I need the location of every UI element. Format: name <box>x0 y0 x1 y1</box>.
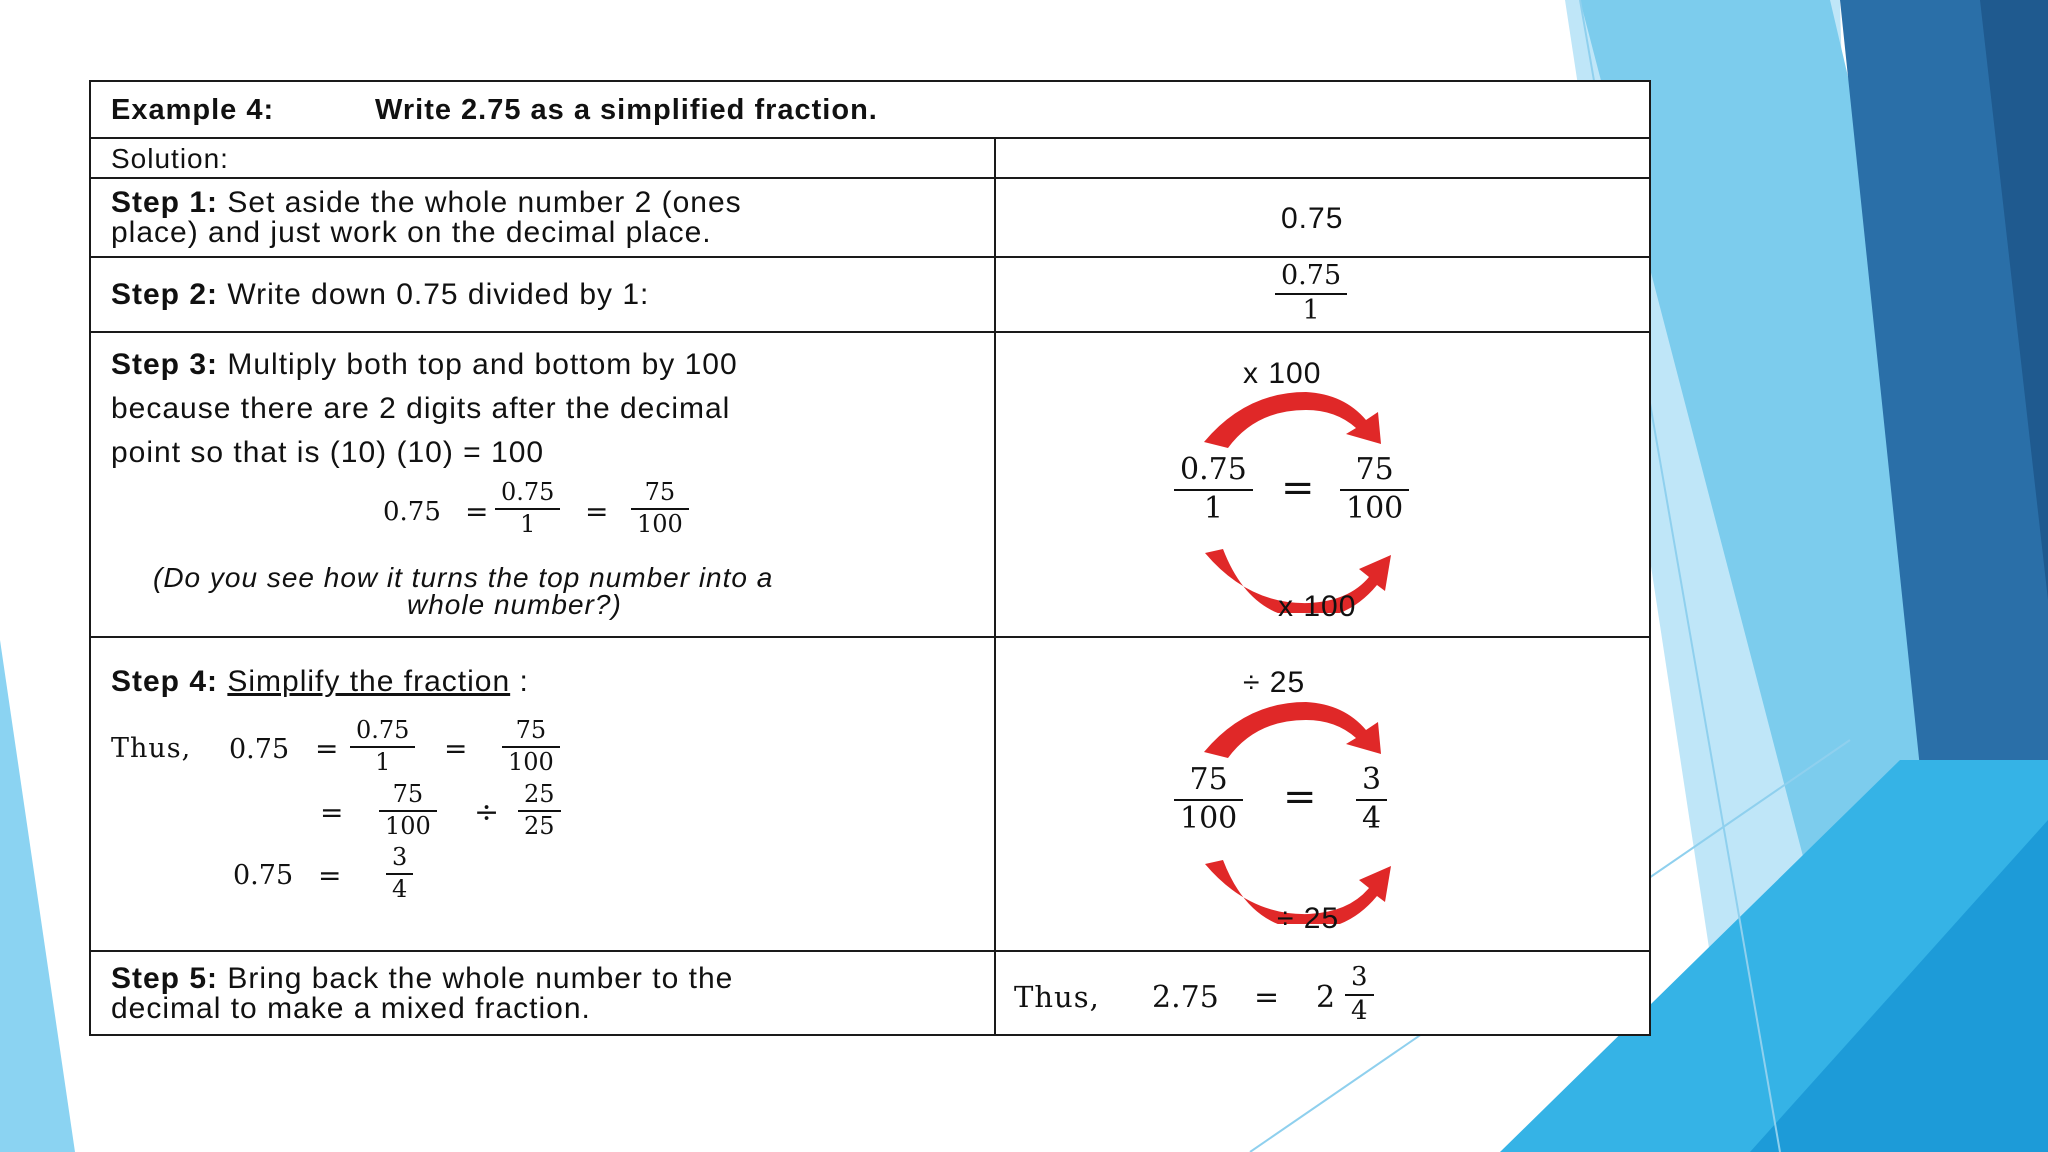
step4-title: Simplify the fraction <box>227 665 511 698</box>
fraction-numerator: 75 <box>515 716 547 744</box>
solution-label: Solution: <box>111 143 229 174</box>
step4-right-fraction-b <box>1356 764 1387 834</box>
step3-arrow-top-label: x 100 <box>1243 357 1322 390</box>
step3-note-line1: (Do you see how it turns the top number into a <box>153 562 774 593</box>
step1-line1: Set aside the whole number 2 (ones <box>227 186 742 219</box>
step4-thus <box>111 734 191 764</box>
step2-line: Write down 0.75 divided by 1: <box>227 278 650 311</box>
row-divider <box>91 256 1649 258</box>
step3-note-line2: whole number?) <box>407 589 622 620</box>
step4-fraction-e <box>386 845 413 902</box>
step4-heading <box>111 667 529 697</box>
step4-divide: ÷ <box>474 795 500 830</box>
step4-fraction-a <box>350 718 415 775</box>
curved-arrow-top-icon <box>1196 692 1396 762</box>
step4-fraction-c <box>379 782 437 839</box>
step4-equals: = <box>318 859 342 892</box>
step2-fraction <box>1275 262 1347 326</box>
fraction-denominator: 1 <box>1203 490 1223 526</box>
step4-line3-lhs: 0.75 <box>233 860 294 891</box>
fraction-denominator: 1 <box>375 748 391 777</box>
row-divider <box>91 137 1649 139</box>
fraction-denominator: 4 <box>1351 996 1368 1027</box>
step2-text <box>111 280 649 310</box>
step1-line2: place) and just work on the decimal place. <box>111 216 712 249</box>
step4-right-equals: = <box>1283 774 1317 820</box>
step3-line2: because there are 2 digits after the decimal <box>111 392 731 425</box>
fraction-numerator: 3 <box>392 843 408 871</box>
step4-fraction-d <box>518 782 561 839</box>
step3-equals: = <box>585 495 609 528</box>
step4-equals: = <box>320 796 344 829</box>
example-task: Write 2.75 as a simplified fraction. <box>375 94 878 126</box>
fraction-denominator: 1 <box>1302 295 1320 327</box>
example-label: Example 4: <box>111 94 275 126</box>
column-divider <box>994 137 996 1036</box>
fraction-numerator: 75 <box>392 780 424 808</box>
step4-line1-lhs: 0.75 <box>229 734 290 765</box>
step5-text <box>111 964 733 994</box>
step4-fraction-b <box>502 718 560 775</box>
step5-thus: Thus, <box>1014 980 1100 1014</box>
row-divider <box>91 636 1649 638</box>
fraction-denominator: 100 <box>385 812 431 841</box>
fraction-denominator: 100 <box>637 510 683 539</box>
step5-whole: 2 <box>1316 980 1336 1015</box>
step5-label: Step 5: <box>111 962 219 995</box>
fraction-numerator: 75 <box>1189 762 1228 797</box>
fraction-denominator: 1 <box>520 510 536 539</box>
fraction-denominator: 4 <box>392 875 408 904</box>
fraction-denominator: 4 <box>1362 800 1382 836</box>
fraction-numerator: 0.75 <box>501 478 555 506</box>
step4-label: Step 4: <box>111 665 219 698</box>
fraction-numerator: 0.75 <box>1281 260 1342 291</box>
step5-line1: Bring back the whole number to the <box>227 962 734 995</box>
step4-right-fraction-a <box>1174 764 1243 834</box>
fraction-numerator: 25 <box>524 780 555 808</box>
row-divider <box>91 950 1649 952</box>
fraction-denominator: 100 <box>1180 800 1238 836</box>
row-divider <box>91 177 1649 179</box>
fraction-denominator: 100 <box>508 748 554 777</box>
step3-fraction-a <box>495 480 560 537</box>
step3-right-equals: = <box>1281 465 1315 511</box>
step4-thus-label: Thus, <box>111 733 192 764</box>
step5-value: 2.75 <box>1152 980 1219 1015</box>
step1-text <box>111 188 742 218</box>
step3-equals: = <box>465 495 489 528</box>
fraction-numerator: 75 <box>1355 452 1394 487</box>
curved-arrow-top-icon <box>1196 382 1396 452</box>
solution-table <box>89 80 1651 1036</box>
step4-equals: = <box>444 732 468 765</box>
fraction-numerator: 3 <box>1351 962 1368 992</box>
step1-result: 0.75 <box>1281 202 1344 235</box>
step4-arrow-top-label: ÷ 25 <box>1243 666 1306 699</box>
left-accent-shape <box>0 640 75 1152</box>
step3-line1: Multiply both top and bottom by 100 <box>227 348 738 381</box>
step4-arrow-bottom-label: ÷ 25 <box>1277 902 1340 935</box>
step3-eq-lhs: 0.75 <box>383 497 441 527</box>
step3-right-fraction-a <box>1174 454 1253 524</box>
fraction-denominator: 25 <box>524 812 555 841</box>
step5-fraction <box>1345 964 1374 1026</box>
step4-colon: : <box>519 665 529 698</box>
fraction-numerator: 0.75 <box>356 716 410 744</box>
step3-fraction-b <box>631 480 689 537</box>
fraction-denominator: 100 <box>1346 490 1404 526</box>
step5-equals: = <box>1254 980 1280 1015</box>
fraction-numerator: 3 <box>1362 762 1382 797</box>
step3-text <box>111 350 738 380</box>
fraction-numerator: 0.75 <box>1180 452 1247 487</box>
step4-equals: = <box>315 732 339 765</box>
step1-label: Step 1: <box>111 186 219 219</box>
step3-right-fraction-b <box>1340 454 1409 524</box>
step3-line3: point so that is (10) (10) = 100 <box>111 436 545 469</box>
step3-arrow-bottom-label: x 100 <box>1278 590 1357 623</box>
step2-label: Step 2: <box>111 278 219 311</box>
row-divider <box>91 331 1649 333</box>
fraction-numerator: 75 <box>644 478 676 506</box>
step3-label: Step 3: <box>111 348 219 381</box>
step5-line2: decimal to make a mixed fraction. <box>111 992 591 1025</box>
